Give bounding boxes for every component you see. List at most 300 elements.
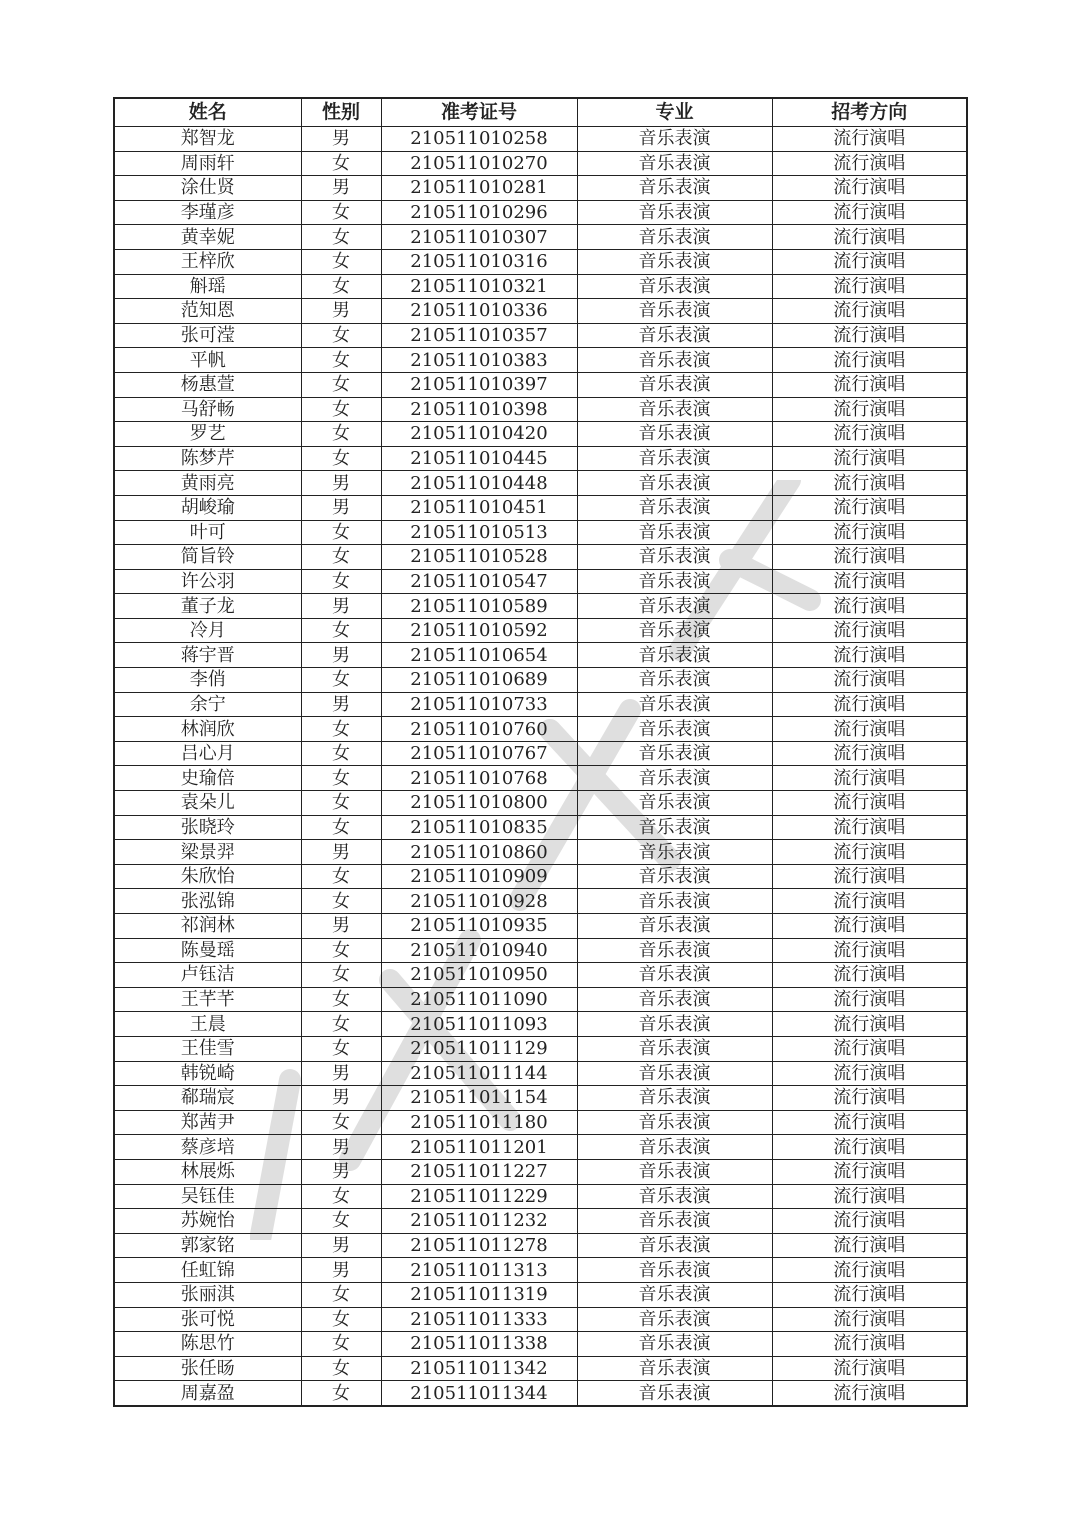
cell-exam-number: 210511010589: [381, 594, 577, 619]
cell-exam-number: 210511011154: [381, 1086, 577, 1111]
cell-direction: 流行演唱: [772, 1086, 967, 1111]
table-row: [114, 864, 967, 889]
cell-gender: 男: [301, 1061, 381, 1086]
table-row: [114, 914, 967, 939]
table-row: [114, 1209, 967, 1234]
cell-major: 音乐表演: [577, 176, 772, 201]
cell-major: 音乐表演: [577, 1282, 772, 1307]
cell-exam-number: 210511010909: [381, 864, 577, 889]
cell-gender: 女: [301, 274, 381, 299]
cell-exam-number: 210511010760: [381, 717, 577, 742]
table-row: [114, 545, 967, 570]
table-row: [114, 299, 967, 324]
cell-exam-number: 210511010528: [381, 545, 577, 570]
cell-major: 音乐表演: [577, 446, 772, 471]
cell-exam-number: 210511011180: [381, 1110, 577, 1135]
cell-gender: 女: [301, 1381, 381, 1406]
cell-name: 杨惠萱: [114, 372, 301, 397]
header-gender: 性别: [301, 98, 381, 127]
cell-exam-number: 210511010451: [381, 495, 577, 520]
cell-name: 涂仕贤: [114, 176, 301, 201]
cell-exam-number: 210511010307: [381, 225, 577, 250]
cell-major: 音乐表演: [577, 1012, 772, 1037]
cell-direction: 流行演唱: [772, 1110, 967, 1135]
cell-exam-number: 210511010689: [381, 668, 577, 693]
cell-exam-number: 210511010733: [381, 692, 577, 717]
table-row: [114, 741, 967, 766]
cell-exam-number: 210511010547: [381, 569, 577, 594]
cell-name: 叶可: [114, 520, 301, 545]
cell-direction: 流行演唱: [772, 1061, 967, 1086]
cell-exam-number: 210511010448: [381, 471, 577, 496]
cell-major: 音乐表演: [577, 889, 772, 914]
cell-exam-number: 210511011333: [381, 1307, 577, 1332]
cell-gender: 女: [301, 1036, 381, 1061]
cell-major: 音乐表演: [577, 348, 772, 373]
cell-exam-number: 210511011201: [381, 1135, 577, 1160]
cell-major: 音乐表演: [577, 741, 772, 766]
cell-direction: 流行演唱: [772, 1282, 967, 1307]
table-row: [114, 446, 967, 471]
table-row: [114, 495, 967, 520]
table-row: [114, 692, 967, 717]
cell-name: 周雨轩: [114, 151, 301, 176]
table-row: [114, 618, 967, 643]
cell-name: 吴钰佳: [114, 1184, 301, 1209]
cell-major: 音乐表演: [577, 299, 772, 324]
cell-major: 音乐表演: [577, 1307, 772, 1332]
table-row: [114, 1282, 967, 1307]
cell-major: 音乐表演: [577, 323, 772, 348]
cell-gender: 女: [301, 249, 381, 274]
table-row: [114, 1110, 967, 1135]
cell-direction: 流行演唱: [772, 569, 967, 594]
cell-exam-number: 210511011344: [381, 1381, 577, 1406]
table-row: [114, 1233, 967, 1258]
cell-major: 音乐表演: [577, 495, 772, 520]
cell-exam-number: 210511011232: [381, 1209, 577, 1234]
cell-major: 音乐表演: [577, 422, 772, 447]
table-row: [114, 1061, 967, 1086]
cell-exam-number: 210511010397: [381, 372, 577, 397]
cell-major: 音乐表演: [577, 1159, 772, 1184]
cell-direction: 流行演唱: [772, 1159, 967, 1184]
cell-gender: 女: [301, 225, 381, 250]
cell-name: 董子龙: [114, 594, 301, 619]
cell-direction: 流行演唱: [772, 200, 967, 225]
cell-direction: 流行演唱: [772, 594, 967, 619]
cell-major: 音乐表演: [577, 717, 772, 742]
cell-gender: 女: [301, 348, 381, 373]
cell-gender: 男: [301, 299, 381, 324]
cell-exam-number: 210511011227: [381, 1159, 577, 1184]
cell-name: 郭家铭: [114, 1233, 301, 1258]
table-row: [114, 938, 967, 963]
table-row: [114, 274, 967, 299]
cell-major: 音乐表演: [577, 200, 772, 225]
cell-name: 李俏: [114, 668, 301, 693]
cell-name: 黄幸妮: [114, 225, 301, 250]
table-row: [114, 1356, 967, 1381]
cell-gender: 男: [301, 127, 381, 152]
cell-direction: 流行演唱: [772, 766, 967, 791]
cell-gender: 男: [301, 1258, 381, 1283]
cell-major: 音乐表演: [577, 151, 772, 176]
table-row: [114, 372, 967, 397]
table-row: [114, 397, 967, 422]
cell-name: 朱欣怡: [114, 864, 301, 889]
cell-direction: 流行演唱: [772, 914, 967, 939]
cell-exam-number: 210511011229: [381, 1184, 577, 1209]
cell-exam-number: 210511011313: [381, 1258, 577, 1283]
cell-name: 简旨铃: [114, 545, 301, 570]
cell-exam-number: 210511010316: [381, 249, 577, 274]
cell-major: 音乐表演: [577, 692, 772, 717]
cell-major: 音乐表演: [577, 963, 772, 988]
cell-direction: 流行演唱: [772, 446, 967, 471]
cell-name: 冷月: [114, 618, 301, 643]
cell-exam-number: 210511010420: [381, 422, 577, 447]
cell-major: 音乐表演: [577, 1258, 772, 1283]
cell-name: 王芊芊: [114, 987, 301, 1012]
table-row: [114, 176, 967, 201]
cell-direction: 流行演唱: [772, 545, 967, 570]
cell-gender: 男: [301, 471, 381, 496]
cell-name: 蒋宇晋: [114, 643, 301, 668]
table-row: [114, 1036, 967, 1061]
table-row: [114, 668, 967, 693]
cell-gender: 女: [301, 446, 381, 471]
cell-gender: 女: [301, 323, 381, 348]
cell-gender: 女: [301, 889, 381, 914]
table-row: [114, 889, 967, 914]
cell-exam-number: 210511010321: [381, 274, 577, 299]
cell-gender: 女: [301, 1110, 381, 1135]
cell-direction: 流行演唱: [772, 249, 967, 274]
cell-gender: 女: [301, 1184, 381, 1209]
cell-major: 音乐表演: [577, 643, 772, 668]
table-row: [114, 249, 967, 274]
cell-exam-number: 210511011319: [381, 1282, 577, 1307]
cell-gender: 女: [301, 397, 381, 422]
table-row: [114, 791, 967, 816]
table-row: [114, 766, 967, 791]
cell-name: 王晨: [114, 1012, 301, 1037]
cell-name: 郑茜尹: [114, 1110, 301, 1135]
cell-name: 陈曼瑶: [114, 938, 301, 963]
table-row: [114, 225, 967, 250]
cell-gender: 女: [301, 545, 381, 570]
cell-gender: 女: [301, 151, 381, 176]
cell-gender: 女: [301, 200, 381, 225]
cell-direction: 流行演唱: [772, 348, 967, 373]
cell-gender: 女: [301, 1209, 381, 1234]
cell-gender: 男: [301, 176, 381, 201]
cell-exam-number: 210511011342: [381, 1356, 577, 1381]
cell-direction: 流行演唱: [772, 176, 967, 201]
cell-major: 音乐表演: [577, 471, 772, 496]
cell-direction: 流行演唱: [772, 1356, 967, 1381]
header-major: 专业: [577, 98, 772, 127]
cell-gender: 女: [301, 717, 381, 742]
cell-name: 王梓欣: [114, 249, 301, 274]
cell-direction: 流行演唱: [772, 323, 967, 348]
cell-name: 袁朵儿: [114, 791, 301, 816]
cell-gender: 女: [301, 1307, 381, 1332]
cell-exam-number: 210511010654: [381, 643, 577, 668]
cell-name: 吕心月: [114, 741, 301, 766]
cell-exam-number: 210511010940: [381, 938, 577, 963]
cell-major: 音乐表演: [577, 274, 772, 299]
cell-major: 音乐表演: [577, 1086, 772, 1111]
cell-gender: 男: [301, 643, 381, 668]
cell-gender: 女: [301, 422, 381, 447]
cell-exam-number: 210511010800: [381, 791, 577, 816]
cell-direction: 流行演唱: [772, 225, 967, 250]
table-row: [114, 643, 967, 668]
table-row: [114, 1159, 967, 1184]
table-row: [114, 963, 967, 988]
cell-exam-number: 210511010258: [381, 127, 577, 152]
cell-direction: 流行演唱: [772, 717, 967, 742]
cell-gender: 女: [301, 938, 381, 963]
cell-gender: 女: [301, 1332, 381, 1357]
cell-name: 郗瑞宸: [114, 1086, 301, 1111]
cell-direction: 流行演唱: [772, 618, 967, 643]
cell-gender: 男: [301, 495, 381, 520]
cell-direction: 流行演唱: [772, 299, 967, 324]
cell-major: 音乐表演: [577, 938, 772, 963]
cell-major: 音乐表演: [577, 766, 772, 791]
table-row: [114, 1258, 967, 1283]
cell-gender: 女: [301, 864, 381, 889]
cell-exam-number: 210511010270: [381, 151, 577, 176]
cell-major: 音乐表演: [577, 397, 772, 422]
table-row: [114, 520, 967, 545]
table-row: [114, 1307, 967, 1332]
table-row: [114, 717, 967, 742]
cell-direction: 流行演唱: [772, 151, 967, 176]
cell-name: 蔡彦培: [114, 1135, 301, 1160]
cell-major: 音乐表演: [577, 249, 772, 274]
cell-major: 音乐表演: [577, 815, 772, 840]
cell-major: 音乐表演: [577, 1332, 772, 1357]
cell-major: 音乐表演: [577, 594, 772, 619]
header-exam-number: 准考证号: [381, 98, 577, 127]
cell-direction: 流行演唱: [772, 471, 967, 496]
cell-direction: 流行演唱: [772, 963, 967, 988]
cell-direction: 流行演唱: [772, 668, 967, 693]
cell-major: 音乐表演: [577, 1110, 772, 1135]
cell-direction: 流行演唱: [772, 1332, 967, 1357]
cell-exam-number: 210511011129: [381, 1036, 577, 1061]
table-row: [114, 1012, 967, 1037]
cell-direction: 流行演唱: [772, 1233, 967, 1258]
cell-major: 音乐表演: [577, 372, 772, 397]
cell-gender: 男: [301, 1086, 381, 1111]
cell-direction: 流行演唱: [772, 741, 967, 766]
cell-name: 范知恩: [114, 299, 301, 324]
cell-exam-number: 210511010357: [381, 323, 577, 348]
cell-direction: 流行演唱: [772, 422, 967, 447]
cell-major: 音乐表演: [577, 520, 772, 545]
cell-name: 祁润林: [114, 914, 301, 939]
cell-gender: 女: [301, 963, 381, 988]
cell-name: 张泓锦: [114, 889, 301, 914]
cell-gender: 女: [301, 791, 381, 816]
cell-direction: 流行演唱: [772, 397, 967, 422]
cell-major: 音乐表演: [577, 1209, 772, 1234]
cell-exam-number: 210511011144: [381, 1061, 577, 1086]
cell-gender: 女: [301, 741, 381, 766]
cell-direction: 流行演唱: [772, 372, 967, 397]
cell-direction: 流行演唱: [772, 938, 967, 963]
cell-direction: 流行演唱: [772, 889, 967, 914]
cell-name: 梁景羿: [114, 840, 301, 865]
cell-gender: 女: [301, 372, 381, 397]
cell-exam-number: 210511010281: [381, 176, 577, 201]
cell-exam-number: 210511010935: [381, 914, 577, 939]
cell-exam-number: 210511010767: [381, 741, 577, 766]
table-row: [114, 1332, 967, 1357]
cell-direction: 流行演唱: [772, 791, 967, 816]
cell-gender: 女: [301, 668, 381, 693]
cell-major: 音乐表演: [577, 840, 772, 865]
header-direction: 招考方向: [772, 98, 967, 127]
cell-exam-number: 210511010383: [381, 348, 577, 373]
cell-exam-number: 210511010296: [381, 200, 577, 225]
cell-name: 张可滢: [114, 323, 301, 348]
cell-name: 罗艺: [114, 422, 301, 447]
cell-name: 张丽淇: [114, 1282, 301, 1307]
cell-exam-number: 210511010860: [381, 840, 577, 865]
cell-major: 音乐表演: [577, 914, 772, 939]
cell-major: 音乐表演: [577, 545, 772, 570]
table-row: [114, 200, 967, 225]
cell-gender: 男: [301, 840, 381, 865]
cell-direction: 流行演唱: [772, 1307, 967, 1332]
cell-direction: 流行演唱: [772, 692, 967, 717]
cell-exam-number: 210511011090: [381, 987, 577, 1012]
cell-name: 郑智龙: [114, 127, 301, 152]
header-name: 姓名: [114, 98, 301, 127]
cell-exam-number: 210511010928: [381, 889, 577, 914]
cell-name: 余宁: [114, 692, 301, 717]
cell-name: 陈思竹: [114, 1332, 301, 1357]
cell-name: 林润欣: [114, 717, 301, 742]
cell-major: 音乐表演: [577, 668, 772, 693]
cell-name: 苏婉怡: [114, 1209, 301, 1234]
cell-gender: 女: [301, 569, 381, 594]
cell-major: 音乐表演: [577, 987, 772, 1012]
cell-gender: 男: [301, 594, 381, 619]
table-row: [114, 422, 967, 447]
cell-name: 陈梦芹: [114, 446, 301, 471]
table-row: [114, 840, 967, 865]
cell-name: 斛瑶: [114, 274, 301, 299]
cell-direction: 流行演唱: [772, 520, 967, 545]
table-row: [114, 1135, 967, 1160]
cell-gender: 女: [301, 618, 381, 643]
cell-exam-number: 210511010398: [381, 397, 577, 422]
cell-name: 林展烁: [114, 1159, 301, 1184]
cell-name: 任虹锦: [114, 1258, 301, 1283]
table-row: [114, 127, 967, 152]
cell-direction: 流行演唱: [772, 495, 967, 520]
cell-gender: 女: [301, 1356, 381, 1381]
cell-name: 胡峻瑜: [114, 495, 301, 520]
cell-name: 张可悦: [114, 1307, 301, 1332]
table-row: [114, 151, 967, 176]
cell-major: 音乐表演: [577, 791, 772, 816]
cell-name: 卢钰洁: [114, 963, 301, 988]
cell-exam-number: 210511010950: [381, 963, 577, 988]
cell-major: 音乐表演: [577, 225, 772, 250]
cell-exam-number: 210511011278: [381, 1233, 577, 1258]
cell-name: 史瑜倍: [114, 766, 301, 791]
table-row: [114, 1184, 967, 1209]
cell-major: 音乐表演: [577, 1356, 772, 1381]
cell-name: 周嘉盈: [114, 1381, 301, 1406]
cell-name: 马舒畅: [114, 397, 301, 422]
table-row: [114, 594, 967, 619]
cell-gender: 男: [301, 1135, 381, 1160]
cell-direction: 流行演唱: [772, 864, 967, 889]
cell-gender: 男: [301, 692, 381, 717]
cell-direction: 流行演唱: [772, 274, 967, 299]
cell-name: 张晓玲: [114, 815, 301, 840]
cell-exam-number: 210511010513: [381, 520, 577, 545]
cell-direction: 流行演唱: [772, 840, 967, 865]
cell-exam-number: 210511011093: [381, 1012, 577, 1037]
cell-direction: 流行演唱: [772, 643, 967, 668]
cell-name: 王佳雪: [114, 1036, 301, 1061]
cell-gender: 女: [301, 1012, 381, 1037]
cell-gender: 女: [301, 987, 381, 1012]
cell-major: 音乐表演: [577, 1184, 772, 1209]
table-row: [114, 1381, 967, 1406]
cell-major: 音乐表演: [577, 127, 772, 152]
cell-name: 韩锐崎: [114, 1061, 301, 1086]
cell-direction: 流行演唱: [772, 1012, 967, 1037]
cell-direction: 流行演唱: [772, 987, 967, 1012]
cell-name: 张任旸: [114, 1356, 301, 1381]
cell-name: 平帆: [114, 348, 301, 373]
cell-name: 李瑾彦: [114, 200, 301, 225]
table-row: [114, 471, 967, 496]
table-row: [114, 987, 967, 1012]
cell-major: 音乐表演: [577, 1036, 772, 1061]
cell-direction: 流行演唱: [772, 1135, 967, 1160]
cell-gender: 女: [301, 766, 381, 791]
cell-gender: 女: [301, 520, 381, 545]
cell-exam-number: 210511010768: [381, 766, 577, 791]
cell-direction: 流行演唱: [772, 1209, 967, 1234]
cell-exam-number: 210511010835: [381, 815, 577, 840]
cell-exam-number: 210511010336: [381, 299, 577, 324]
cell-gender: 男: [301, 1233, 381, 1258]
cell-major: 音乐表演: [577, 1233, 772, 1258]
cell-major: 音乐表演: [577, 1135, 772, 1160]
cell-exam-number: 210511010445: [381, 446, 577, 471]
cell-major: 音乐表演: [577, 569, 772, 594]
cell-exam-number: 210511011338: [381, 1332, 577, 1357]
cell-gender: 男: [301, 914, 381, 939]
cell-direction: 流行演唱: [772, 1184, 967, 1209]
cell-direction: 流行演唱: [772, 127, 967, 152]
cell-name: 黄雨亮: [114, 471, 301, 496]
cell-direction: 流行演唱: [772, 1036, 967, 1061]
